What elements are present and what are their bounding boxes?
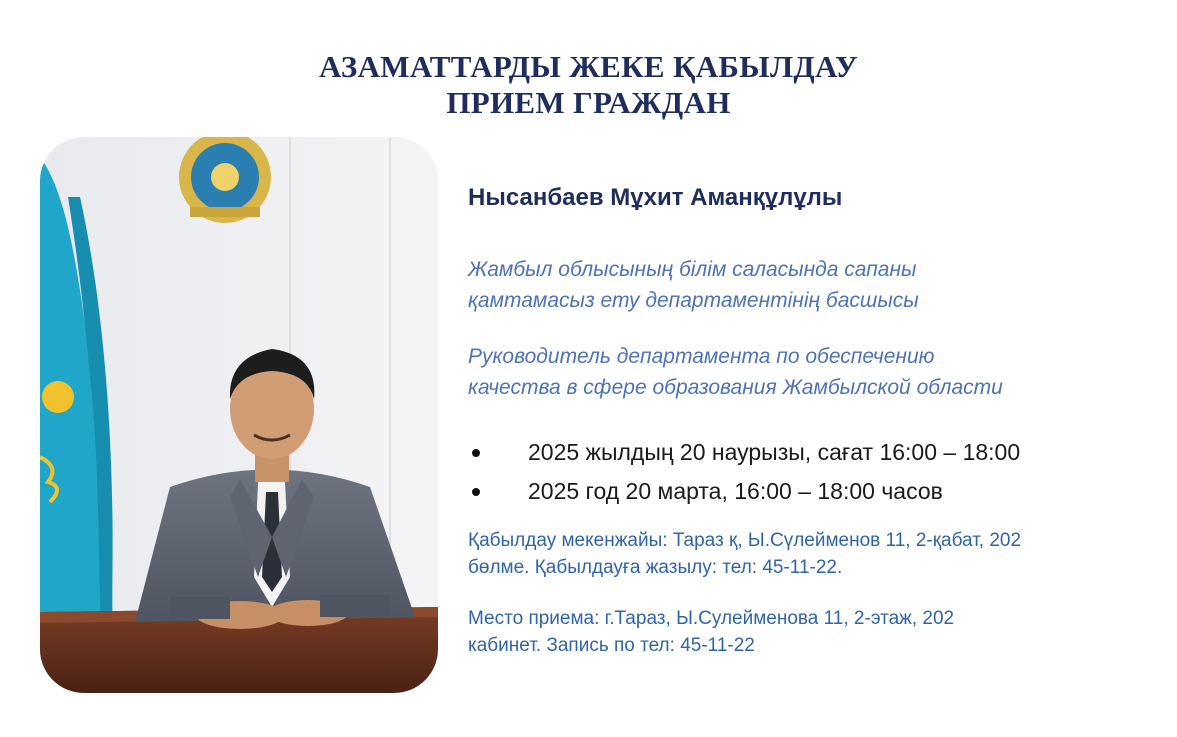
address-ru-line-2: кабинет. Запись по тел: 45-11-22 [468,635,755,656]
schedule-ru: 2025 год 20 марта, 16:00 – 18:00 часов [528,478,943,504]
page-title-kk: АЗАМАТТАРДЫ ЖЕКЕ ҚАБЫЛДАУ [319,49,858,84]
address-ru [468,605,954,659]
position-ru [468,341,1003,403]
position-kk-line-1: Жамбыл облысының білім саласында сапаны [468,258,917,281]
bullet-icon [472,449,480,457]
position-kk [468,254,919,316]
official-portrait-photo [40,137,438,693]
address-ru-line-1: Место приема: г.Тараз, Ы.Сулейменова 11, 2-этаж, 202 [468,608,955,629]
schedule-item [468,439,1020,466]
schedule-kk: 2025 жылдың 20 наурызы, сағат 16:00 – 18:00 [528,439,1021,465]
schedule-item [468,478,943,505]
state-emblem-icon [179,137,271,223]
position-kk-line-2: қамтамасыз ету департаментінің басшысы [468,289,919,312]
position-ru-line-1: Руководитель департамента по обеспечению [468,345,935,368]
address-kk [468,527,1021,581]
bullet-icon [472,488,480,496]
address-kk-line-2: бөлме. Қабылдауға жазылу: тел: 45-11-22. [468,557,843,578]
position-ru-line-2: качества в сфере образования Жамбылской области [468,376,1003,399]
address-kk-line-1: Қабылдау мекенжайы: Тараз қ, Ы.Сүлейменов 11, 2-қабат, 202 [468,530,1022,551]
page-title-ru: ПРИЕМ ГРАЖДАН [446,85,731,120]
person-name: Нысанбаев Мұхит Аманқұлұлы [468,184,843,211]
